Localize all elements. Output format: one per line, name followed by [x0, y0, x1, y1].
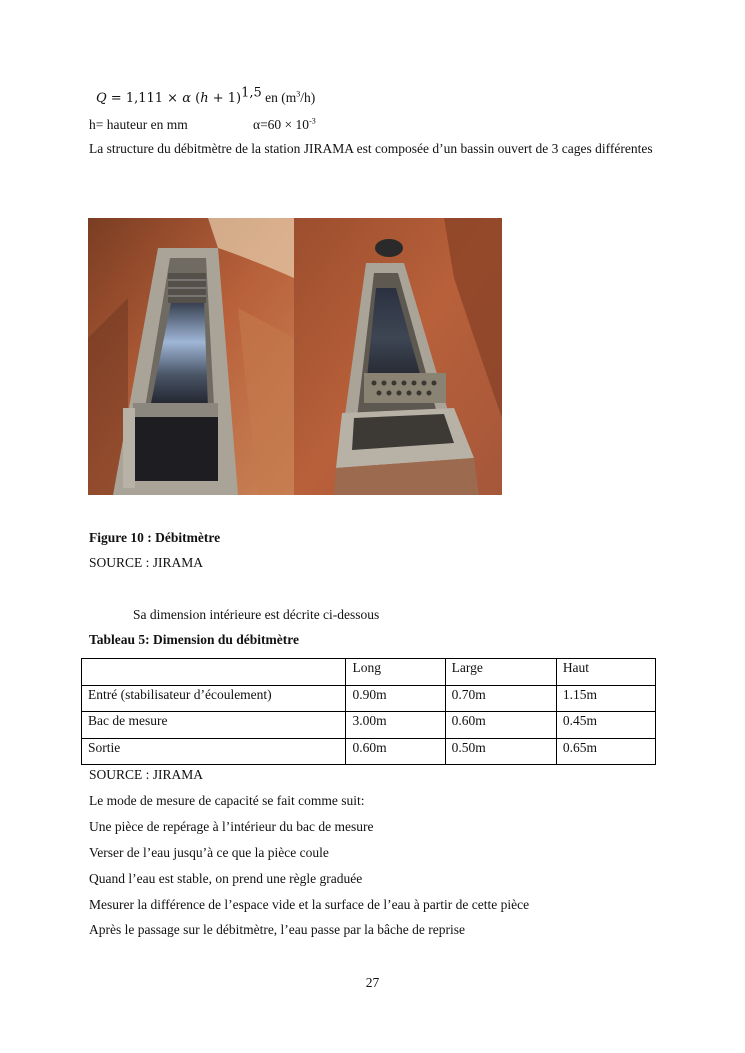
flowmeter-photo-left: [88, 218, 294, 495]
procedure-line: Quand l’eau est stable, on prend une règle graduée: [89, 871, 363, 886]
page-number: 27: [365, 975, 380, 990]
table-source: SOURCE : JIRAMA: [89, 767, 204, 782]
formula-alpha: α: [182, 91, 191, 106]
table-cell: Entré (stabilisateur d’écoulement): [82, 685, 346, 712]
table-header-cell: Large: [445, 659, 556, 686]
table-title: Tableau 5: Dimension du débitmètre: [89, 632, 300, 647]
table-row: [82, 738, 656, 765]
table-header-row: [82, 659, 656, 686]
formula-unit-exponent: 3: [296, 89, 301, 99]
table-cell: 0.70m: [445, 685, 556, 712]
formula-unit-prefix: en (m: [261, 90, 297, 105]
formula-h: h: [200, 91, 209, 106]
table-cell: 1.15m: [556, 685, 655, 712]
procedure-line: Après le passage sur le débitmètre, l’eau passe par la bâche de reprise: [89, 922, 465, 937]
figure-source: SOURCE : JIRAMA: [89, 555, 204, 570]
procedure-line: Une pièce de repérage à l’intérieur du bac de mesure: [89, 819, 374, 834]
procedure-line: Le mode de mesure de capacité se fait comme suit:: [89, 793, 365, 808]
table-header-cell: [82, 659, 346, 686]
table-row: [82, 685, 656, 712]
flowmeter-photo-right: [294, 218, 502, 495]
intro-paragraph: La structure du débitmètre de la station JIRAMA est composée d’un bassin ouvert de 3 cages différentes: [89, 141, 653, 156]
formula-q: Q: [96, 91, 107, 106]
figure-caption: Figure 10 : Débitmètre: [89, 530, 221, 545]
formula-unit-suffix: /h): [300, 90, 316, 105]
h-definition: h= hauteur en mm: [89, 117, 188, 132]
alpha-definition-text: α=60 × 10: [253, 117, 310, 132]
table-cell: Bac de mesure: [82, 712, 346, 739]
table-header-cell: Haut: [556, 659, 655, 686]
formula-coefficient: = 1,111 ×: [106, 91, 183, 106]
alpha-definition: [253, 117, 316, 133]
table-cell: 0.90m: [346, 685, 445, 712]
procedure-line: Mesurer la différence de l’espace vide et la surface de l’eau à partir de cette pièce: [89, 897, 530, 912]
alpha-definition-exponent: -3: [309, 116, 316, 126]
table-cell: 0.45m: [556, 712, 655, 739]
dimension-intro: Sa dimension intérieure est décrite ci-dessous: [133, 607, 380, 622]
formula-exponent: 1,5: [241, 85, 262, 101]
table-cell: 3.00m: [346, 712, 445, 739]
table-cell: Sortie: [82, 738, 346, 765]
table-cell: 0.60m: [346, 738, 445, 765]
table-cell: 0.60m: [445, 712, 556, 739]
table-row: [82, 712, 656, 739]
procedure-line: Verser de l’eau jusqu’à ce que la pièce coule: [89, 845, 329, 860]
flow-formula: [96, 85, 316, 106]
flowmeter-photos: [88, 218, 502, 495]
table-header-cell: Long: [346, 659, 445, 686]
table-cell: 0.65m: [556, 738, 655, 765]
formula-plus: + 1): [208, 91, 242, 106]
table-cell: 0.50m: [445, 738, 556, 765]
formula-paren: (: [190, 91, 201, 106]
dimension-table: [81, 658, 656, 765]
